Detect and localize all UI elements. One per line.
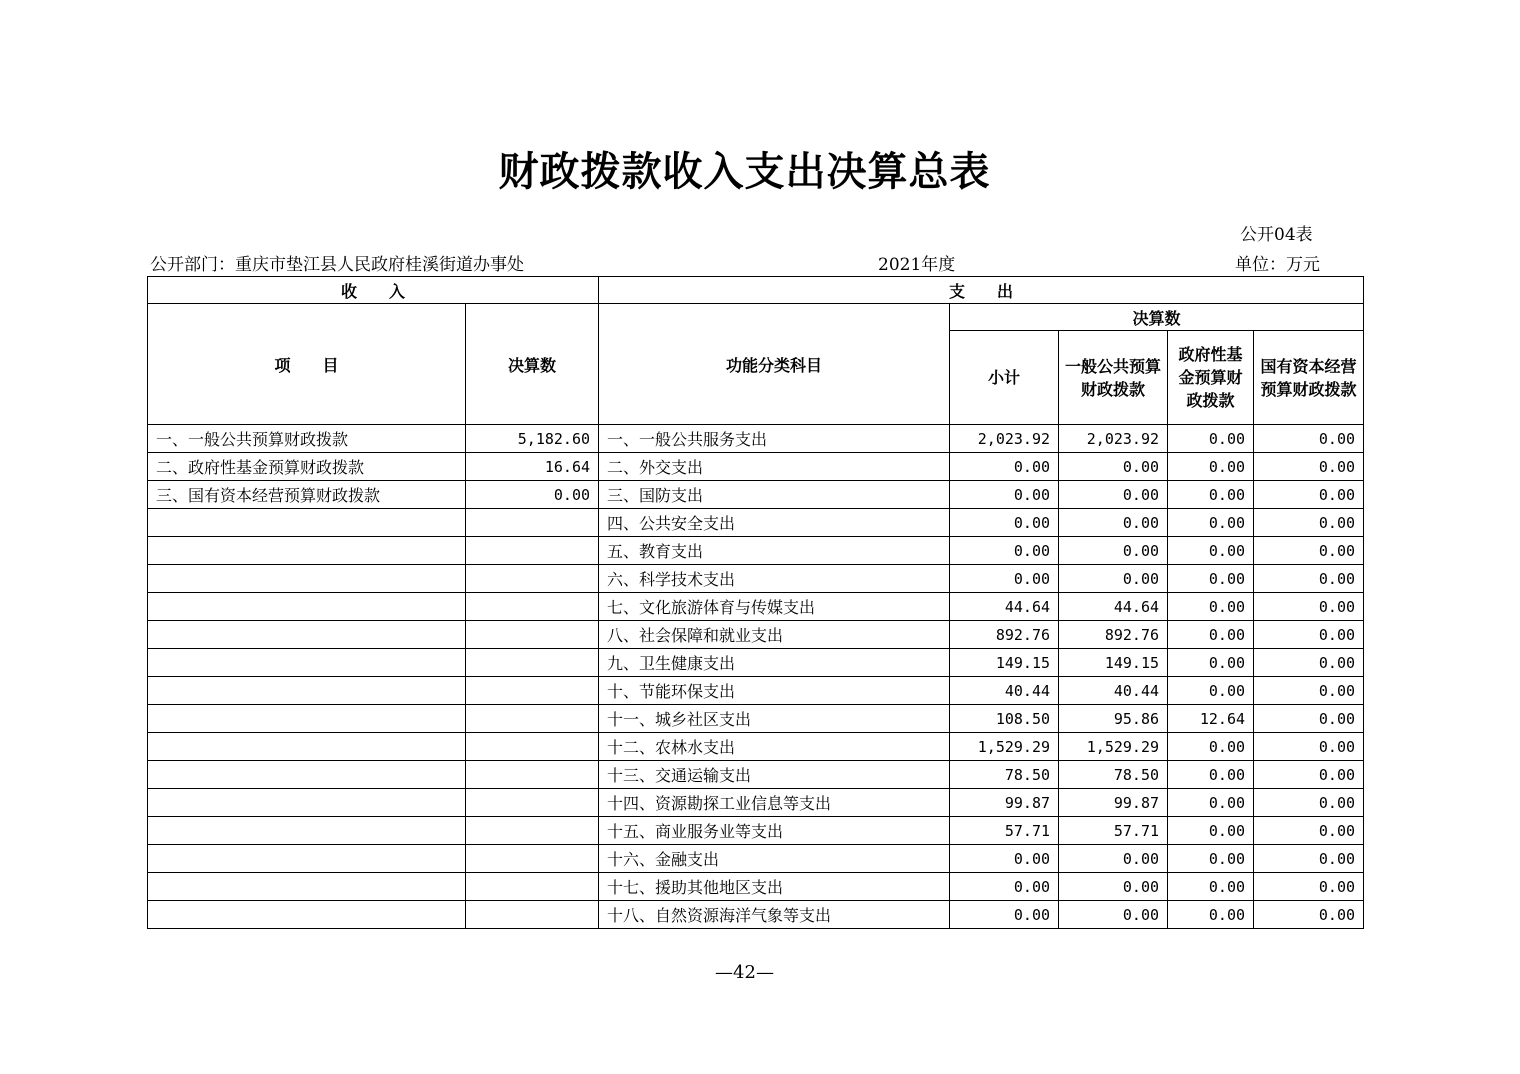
gov-fund-cell: 0.00 bbox=[1168, 649, 1254, 677]
income-item-cell bbox=[148, 705, 466, 733]
income-item-cell: 三、国有资本经营预算财政拨款 bbox=[148, 481, 466, 509]
income-item-cell bbox=[148, 509, 466, 537]
expense-subject-cell: 十六、金融支出 bbox=[599, 845, 950, 873]
expense-subject-cell: 四、公共安全支出 bbox=[599, 509, 950, 537]
general-budget-cell: 0.00 bbox=[1059, 873, 1168, 901]
gov-fund-cell: 0.00 bbox=[1168, 761, 1254, 789]
income-amount-cell bbox=[466, 789, 599, 817]
expense-subject-cell: 十二、农林水支出 bbox=[599, 733, 950, 761]
subtotal-cell: 0.00 bbox=[950, 537, 1059, 565]
page-title: 财政拨款收入支出决算总表 bbox=[498, 148, 991, 195]
table-row bbox=[148, 425, 1364, 453]
income-amount-cell bbox=[466, 873, 599, 901]
state-capital-cell: 0.00 bbox=[1254, 761, 1364, 789]
general-budget-cell: 0.00 bbox=[1059, 565, 1168, 593]
table-row bbox=[148, 789, 1364, 817]
income-amount-header: 决算数 bbox=[466, 304, 599, 425]
income-amount-cell bbox=[466, 537, 599, 565]
gov-fund-cell: 0.00 bbox=[1168, 789, 1254, 817]
subtotal-cell: 892.76 bbox=[950, 621, 1059, 649]
subtotal-cell: 0.00 bbox=[950, 453, 1059, 481]
income-amount-cell bbox=[466, 621, 599, 649]
subtotal-cell: 0.00 bbox=[950, 901, 1059, 929]
table-row bbox=[148, 453, 1364, 481]
table-row bbox=[148, 873, 1364, 901]
financial-summary-table bbox=[147, 276, 1364, 929]
state-capital-cell: 0.00 bbox=[1254, 509, 1364, 537]
table-row bbox=[148, 733, 1364, 761]
gov-fund-cell: 0.00 bbox=[1168, 481, 1254, 509]
income-item-cell: 二、政府性基金预算财政拨款 bbox=[148, 453, 466, 481]
state-capital-cell: 0.00 bbox=[1254, 621, 1364, 649]
table-row bbox=[148, 845, 1364, 873]
table-body bbox=[148, 425, 1364, 929]
table-row bbox=[148, 621, 1364, 649]
income-item-cell bbox=[148, 621, 466, 649]
state-capital-cell: 0.00 bbox=[1254, 705, 1364, 733]
expense-subject-cell: 十四、资源勘探工业信息等支出 bbox=[599, 789, 950, 817]
income-item-cell bbox=[148, 677, 466, 705]
income-amount-cell bbox=[466, 565, 599, 593]
expense-subject-cell: 十一、城乡社区支出 bbox=[599, 705, 950, 733]
gov-fund-cell: 0.00 bbox=[1168, 845, 1254, 873]
income-amount-cell: 5,182.60 bbox=[466, 425, 599, 453]
unit-label: 单位：万元 bbox=[1235, 255, 1320, 275]
expense-subject-cell: 十七、援助其他地区支出 bbox=[599, 873, 950, 901]
state-capital-cell: 0.00 bbox=[1254, 593, 1364, 621]
state-capital-cell: 0.00 bbox=[1254, 425, 1364, 453]
gov-fund-cell: 0.00 bbox=[1168, 537, 1254, 565]
state-capital-cell: 0.00 bbox=[1254, 845, 1364, 873]
state-capital-cell: 0.00 bbox=[1254, 817, 1364, 845]
table-row bbox=[148, 565, 1364, 593]
income-item-cell bbox=[148, 901, 466, 929]
income-amount-cell bbox=[466, 649, 599, 677]
income-item-cell bbox=[148, 565, 466, 593]
general-budget-cell: 95.86 bbox=[1059, 705, 1168, 733]
expense-subject-cell: 七、文化旅游体育与传媒支出 bbox=[599, 593, 950, 621]
income-amount-cell bbox=[466, 733, 599, 761]
state-capital-cell: 0.00 bbox=[1254, 481, 1364, 509]
expense-subject-cell: 九、卫生健康支出 bbox=[599, 649, 950, 677]
expense-subject-cell: 一、一般公共服务支出 bbox=[599, 425, 950, 453]
income-amount-cell bbox=[466, 677, 599, 705]
table-row bbox=[148, 677, 1364, 705]
income-amount-cell bbox=[466, 845, 599, 873]
subtotal-cell: 149.15 bbox=[950, 649, 1059, 677]
subtotal-cell: 0.00 bbox=[950, 481, 1059, 509]
table-number: 公开04表 bbox=[1240, 225, 1313, 245]
general-budget-cell: 0.00 bbox=[1059, 901, 1168, 929]
state-capital-cell: 0.00 bbox=[1254, 677, 1364, 705]
state-capital-cell: 0.00 bbox=[1254, 901, 1364, 929]
income-item-cell bbox=[148, 789, 466, 817]
department-label: 公开部门：重庆市垫江县人民政府桂溪街道办事处 bbox=[150, 255, 524, 275]
state-capital-cell: 0.00 bbox=[1254, 537, 1364, 565]
general-budget-cell: 149.15 bbox=[1059, 649, 1168, 677]
expense-subject-cell: 十、节能环保支出 bbox=[599, 677, 950, 705]
state-capital-cell: 0.00 bbox=[1254, 733, 1364, 761]
income-amount-cell bbox=[466, 817, 599, 845]
gov-fund-cell: 0.00 bbox=[1168, 425, 1254, 453]
expense-subject-cell: 六、科学技术支出 bbox=[599, 565, 950, 593]
general-budget-cell: 2,023.92 bbox=[1059, 425, 1168, 453]
income-section-header: 收 入 bbox=[148, 277, 599, 304]
state-capital-cell: 0.00 bbox=[1254, 453, 1364, 481]
subtotal-cell: 44.64 bbox=[950, 593, 1059, 621]
expense-amount-header: 决算数 bbox=[950, 304, 1364, 331]
income-item-cell bbox=[148, 537, 466, 565]
state-capital-cell: 0.00 bbox=[1254, 649, 1364, 677]
subtotal-cell: 1,529.29 bbox=[950, 733, 1059, 761]
gov-fund-cell: 0.00 bbox=[1168, 453, 1254, 481]
general-budget-cell: 78.50 bbox=[1059, 761, 1168, 789]
expense-subject-cell: 十三、交通运输支出 bbox=[599, 761, 950, 789]
gov-fund-cell: 0.00 bbox=[1168, 593, 1254, 621]
income-item-cell bbox=[148, 593, 466, 621]
table-row bbox=[148, 761, 1364, 789]
expense-subject-cell: 十八、自然资源海洋气象等支出 bbox=[599, 901, 950, 929]
subtotal-cell: 2,023.92 bbox=[950, 425, 1059, 453]
subtotal-cell: 78.50 bbox=[950, 761, 1059, 789]
general-budget-cell: 0.00 bbox=[1059, 509, 1168, 537]
gov-fund-cell: 0.00 bbox=[1168, 873, 1254, 901]
state-capital-cell: 0.00 bbox=[1254, 565, 1364, 593]
general-budget-cell: 44.64 bbox=[1059, 593, 1168, 621]
gov-fund-cell: 0.00 bbox=[1168, 509, 1254, 537]
income-amount-cell bbox=[466, 705, 599, 733]
state-capital-header: 国有资本经营预算财政拨款 bbox=[1254, 331, 1364, 425]
general-budget-cell: 0.00 bbox=[1059, 453, 1168, 481]
subtotal-cell: 0.00 bbox=[950, 845, 1059, 873]
income-amount-cell: 0.00 bbox=[466, 481, 599, 509]
general-budget-cell: 0.00 bbox=[1059, 537, 1168, 565]
income-item-cell bbox=[148, 873, 466, 901]
income-item-cell bbox=[148, 845, 466, 873]
general-budget-cell: 0.00 bbox=[1059, 481, 1168, 509]
general-budget-cell: 57.71 bbox=[1059, 817, 1168, 845]
gov-fund-cell: 0.00 bbox=[1168, 901, 1254, 929]
table-row bbox=[148, 649, 1364, 677]
gov-fund-cell: 0.00 bbox=[1168, 677, 1254, 705]
table-row bbox=[148, 537, 1364, 565]
income-item-cell bbox=[148, 733, 466, 761]
general-budget-cell: 892.76 bbox=[1059, 621, 1168, 649]
function-subject-header: 功能分类科目 bbox=[599, 304, 950, 425]
subtotal-cell: 0.00 bbox=[950, 873, 1059, 901]
fiscal-year-label: 2021年度 bbox=[878, 255, 956, 275]
general-budget-cell: 1,529.29 bbox=[1059, 733, 1168, 761]
gov-fund-cell: 0.00 bbox=[1168, 565, 1254, 593]
table-row bbox=[148, 817, 1364, 845]
income-item-cell bbox=[148, 649, 466, 677]
table-row bbox=[148, 593, 1364, 621]
subtotal-cell: 99.87 bbox=[950, 789, 1059, 817]
table-row bbox=[148, 705, 1364, 733]
general-budget-cell: 0.00 bbox=[1059, 845, 1168, 873]
expense-subject-cell: 十五、商业服务业等支出 bbox=[599, 817, 950, 845]
subtotal-cell: 0.00 bbox=[950, 509, 1059, 537]
subtotal-cell: 57.71 bbox=[950, 817, 1059, 845]
page-number: —42— bbox=[715, 962, 774, 983]
gov-fund-cell: 0.00 bbox=[1168, 817, 1254, 845]
income-item-cell: 一、一般公共预算财政拨款 bbox=[148, 425, 466, 453]
expense-subject-cell: 二、外交支出 bbox=[599, 453, 950, 481]
subtotal-cell: 40.44 bbox=[950, 677, 1059, 705]
expense-subject-cell: 五、教育支出 bbox=[599, 537, 950, 565]
income-amount-cell bbox=[466, 509, 599, 537]
expense-subject-cell: 三、国防支出 bbox=[599, 481, 950, 509]
income-amount-cell: 16.64 bbox=[466, 453, 599, 481]
subtotal-cell: 0.00 bbox=[950, 565, 1059, 593]
state-capital-cell: 0.00 bbox=[1254, 789, 1364, 817]
income-amount-cell bbox=[466, 761, 599, 789]
state-capital-cell: 0.00 bbox=[1254, 873, 1364, 901]
table-row bbox=[148, 901, 1364, 929]
subtotal-cell: 108.50 bbox=[950, 705, 1059, 733]
general-budget-cell: 99.87 bbox=[1059, 789, 1168, 817]
gov-fund-header: 政府性基金预算财政拨款 bbox=[1168, 331, 1254, 425]
item-header: 项 目 bbox=[148, 304, 466, 425]
income-item-cell bbox=[148, 761, 466, 789]
income-amount-cell bbox=[466, 593, 599, 621]
general-budget-header: 一般公共预算财政拨款 bbox=[1059, 331, 1168, 425]
subtotal-header: 小计 bbox=[950, 331, 1059, 425]
expense-subject-cell: 八、社会保障和就业支出 bbox=[599, 621, 950, 649]
general-budget-cell: 40.44 bbox=[1059, 677, 1168, 705]
table-row bbox=[148, 481, 1364, 509]
income-item-cell bbox=[148, 817, 466, 845]
gov-fund-cell: 12.64 bbox=[1168, 705, 1254, 733]
gov-fund-cell: 0.00 bbox=[1168, 621, 1254, 649]
table-row bbox=[148, 509, 1364, 537]
income-amount-cell bbox=[466, 901, 599, 929]
expense-section-header: 支 出 bbox=[599, 277, 1364, 304]
gov-fund-cell: 0.00 bbox=[1168, 733, 1254, 761]
